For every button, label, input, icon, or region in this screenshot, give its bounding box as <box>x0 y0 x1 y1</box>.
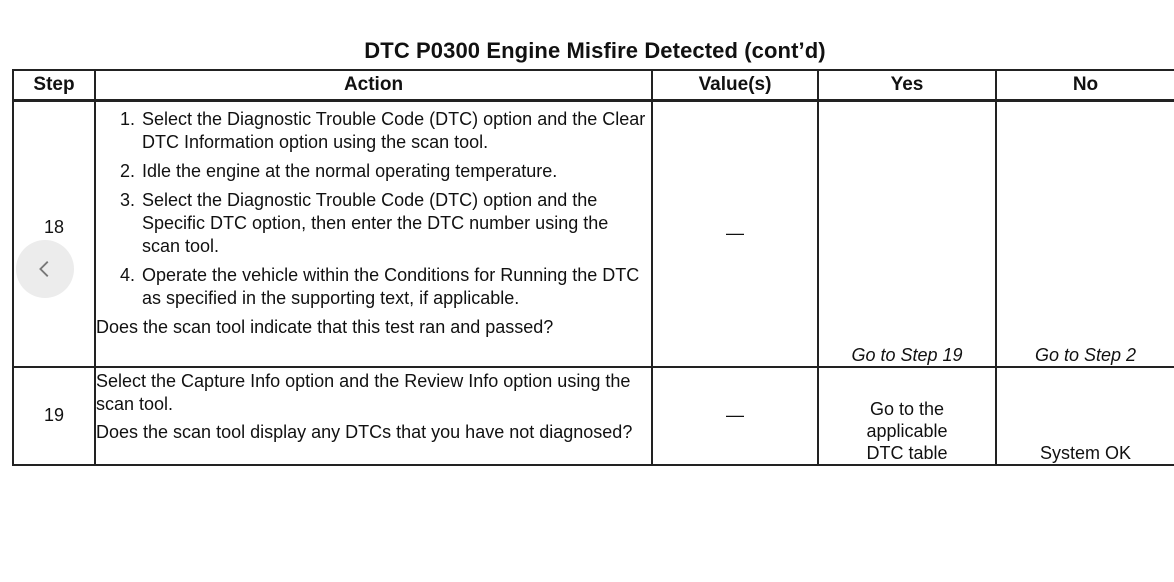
action-question: Does the scan tool display any DTCs that you have not diagnosed? <box>96 421 633 442</box>
header-yes: Yes <box>818 70 996 101</box>
header-action: Action <box>95 70 652 101</box>
action-instruction: Select the Capture Info option and the Review Info option using the scan tool. <box>96 370 631 414</box>
no-cell: System OK <box>996 367 1174 465</box>
chevron-left-icon <box>34 258 56 280</box>
action-step: 4. Operate the vehicle within the Conditions for Running the DTC as specified in the supporting text, if applicable. <box>140 264 651 310</box>
step-number-text: 19 <box>43 405 65 425</box>
action-step: 3. Select the Diagnostic Trouble Code (DTC) option and the Specific DTC option, then enter the DTC number using the scan tool. <box>140 189 651 258</box>
back-button[interactable] <box>16 240 74 298</box>
step-number <box>13 367 95 465</box>
action-step: 2. Idle the engine at the normal operating temperature. <box>140 160 651 183</box>
page-title: DTC P0300 Engine Misfire Detected (cont’d) <box>364 38 826 63</box>
header-no: No <box>996 70 1174 101</box>
diagnostic-table <box>12 69 1174 466</box>
value-text: — <box>726 223 744 244</box>
table-header-row <box>13 70 1174 101</box>
table-row <box>13 101 1174 367</box>
step-number <box>13 101 95 367</box>
yes-cell: Go to the applicable DTC table <box>818 367 996 465</box>
header-step: Step <box>13 70 95 101</box>
yes-cell: Go to Step 19 <box>818 101 996 367</box>
action-question: Does the scan tool indicate that this test ran and passed? <box>96 317 554 337</box>
action-step: 1. Select the Diagnostic Trouble Code (DTC) option and the Clear DTC Information option using the scan tool. <box>140 108 651 154</box>
header-values: Value(s) <box>652 70 818 101</box>
value-text: — <box>726 405 744 425</box>
value-cell <box>652 101 818 367</box>
step-number-text: 18 <box>43 217 65 238</box>
action-steps-list <box>96 108 651 310</box>
value-cell <box>652 367 818 465</box>
no-cell: Go to Step 2 <box>996 101 1174 367</box>
action-cell <box>95 367 652 465</box>
action-cell <box>95 101 652 367</box>
table-row <box>13 367 1174 465</box>
